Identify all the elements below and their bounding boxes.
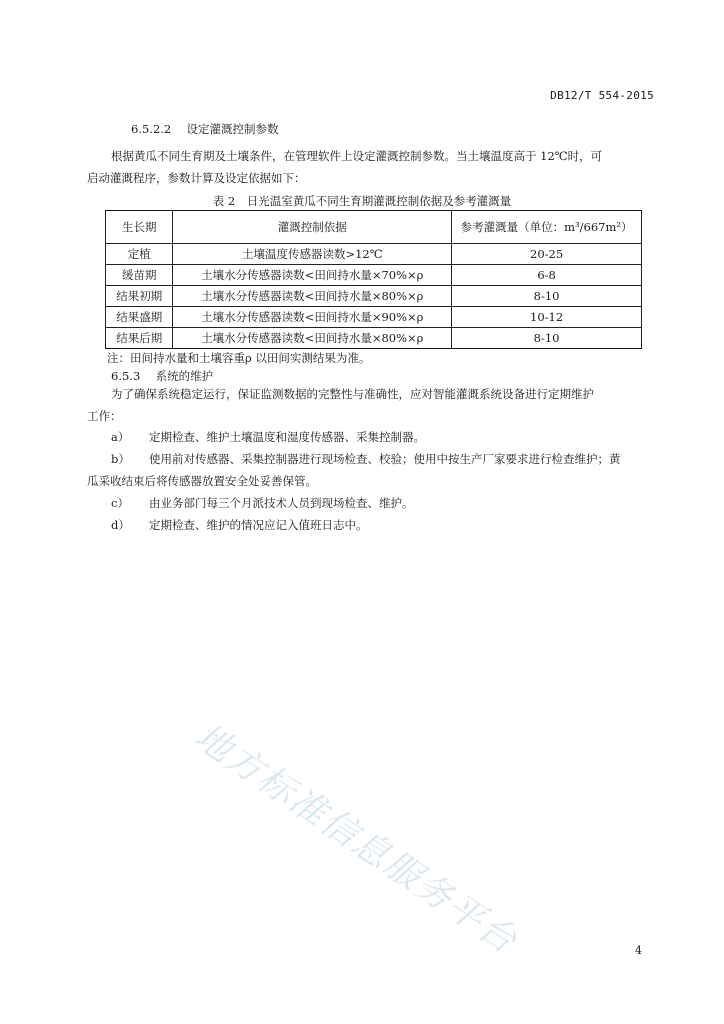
list-item: [87, 514, 657, 536]
page-number: 4: [635, 944, 642, 957]
table-row: [106, 265, 642, 286]
list-item: [87, 448, 657, 492]
table-note: 注：田间持水量和土壤容重ρ 以田间实测结果为准。: [107, 351, 371, 365]
table-cell: 20-25: [452, 244, 642, 265]
table-cell: 土壤水分传感器读数<田间持水量×80%×ρ: [173, 286, 452, 307]
paragraph-maintenance: [87, 383, 657, 427]
table-row: [106, 307, 642, 328]
section-title: 设定灌溉控制参数: [186, 122, 279, 136]
list-item-label: c）: [111, 496, 129, 510]
table-cell: 8-10: [452, 328, 642, 349]
table-cell: 结果盛期: [106, 307, 173, 328]
table-row: [106, 244, 642, 265]
table-header-cell: 参考灌溉量（单位：m³/667m²）: [452, 211, 642, 244]
list-item-label: b）: [111, 452, 130, 466]
table-cell: 土壤温度传感器读数>12℃: [173, 244, 452, 265]
list-item-text: 定期检查、维护土壤温度和湿度传感器、采集控制器。: [149, 430, 425, 444]
irrigation-table: [105, 210, 642, 349]
list-item: [87, 426, 657, 448]
table-cell: 缓苗期: [106, 265, 173, 286]
table-cell: 8-10: [452, 286, 642, 307]
watermark: 地方标准信息服务平台: [186, 715, 525, 963]
table-header-cell: 灌溉控制依据: [173, 211, 452, 244]
table-cell: 结果后期: [106, 328, 173, 349]
list-item-label: a）: [111, 430, 130, 444]
list-item: [87, 492, 657, 514]
table-cell: 结果初期: [106, 286, 173, 307]
table-cell: 10-12: [452, 307, 642, 328]
table-cell: 定植: [106, 244, 173, 265]
table-header-cell: 生长期: [106, 211, 173, 244]
section-heading-6-5-2-2: [131, 121, 279, 137]
table-row: [106, 328, 642, 349]
section-number: 6.5.3: [111, 369, 141, 383]
list-item-label: d）: [111, 518, 130, 532]
table-title: 表 2 日光温室黄瓜不同生育期灌溉控制依据及参考灌溉量: [212, 194, 512, 208]
document-code: DB12/T 554-2015: [550, 89, 654, 102]
table-row: [106, 286, 642, 307]
list-item-text: 使用前对传感器、采集控制器进行现场检查、校验；使用中按生产厂家要求进行检查维护；黄: [149, 452, 621, 466]
section-title: 系统的维护: [155, 369, 214, 383]
paragraph-line: 为了确保系统稳定运行，保证监测数据的完整性与准确性，应对智能灌溉系统设备进行定期维护: [111, 387, 594, 401]
paragraph-line: 根据黄瓜不同生育期及土壤条件，在管理软件上设定灌溉控制参数。当土壤温度高于 12℃时，可: [111, 149, 603, 163]
paragraph-line: 启动灌溉程序，参数计算及设定依据如下：: [87, 171, 306, 185]
list-item-text: 由业务部门每三个月派技术人员到现场检查、维护。: [149, 496, 414, 510]
section-heading-6-5-3: [111, 368, 213, 384]
list-item-text-continuation: 瓜采收结束后将传感器放置安全处妥善保管。: [87, 474, 317, 488]
table-cell: 土壤水分传感器读数<田间持水量×80%×ρ: [173, 328, 452, 349]
table-cell: 6-8: [452, 265, 642, 286]
section-number: 6.5.2.2: [131, 122, 172, 136]
paragraph-line: 工作：: [87, 409, 122, 423]
table-cell: 土壤水分传感器读数<田间持水量×90%×ρ: [173, 307, 452, 328]
table-cell: 土壤水分传感器读数<田间持水量×70%×ρ: [173, 265, 452, 286]
list-item-text: 定期检查、维护的情况应记入值班日志中。: [149, 518, 368, 532]
paragraph-control-parameters: [87, 145, 657, 189]
